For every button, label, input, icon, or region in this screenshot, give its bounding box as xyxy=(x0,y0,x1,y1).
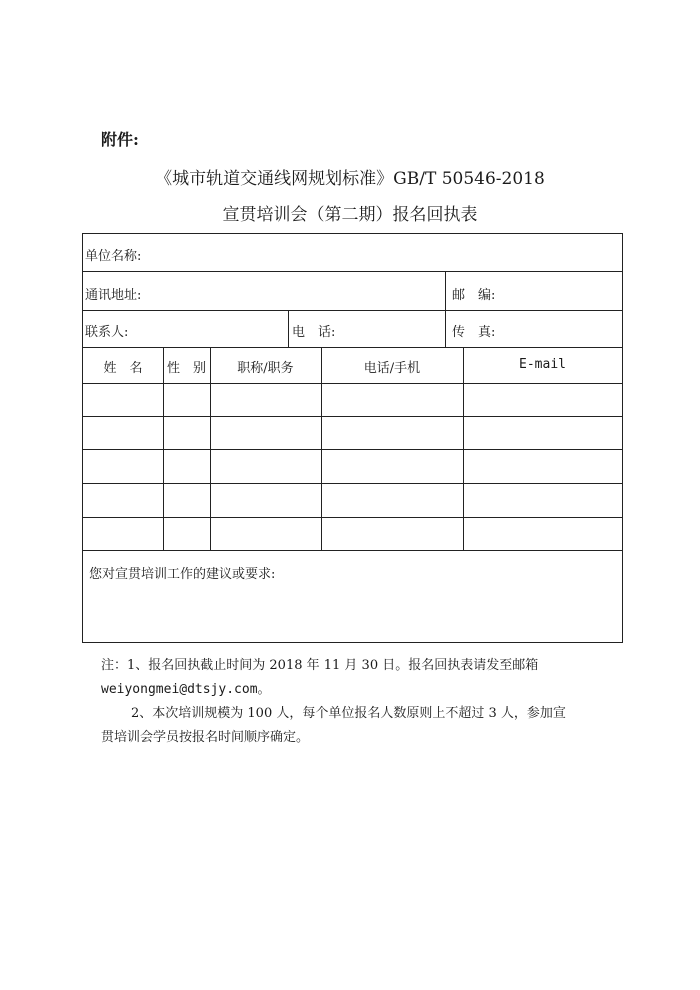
form-title-standard: 《城市轨道交通线网规划标准》GB/T 50546-2018 xyxy=(155,169,545,189)
col-divider xyxy=(288,310,289,347)
postcode-label: 邮 编: xyxy=(452,288,496,303)
registration-form-table xyxy=(82,233,623,643)
note-email: weiyongmei@dtsjy.com。 xyxy=(101,682,271,697)
phone-label: 电 话: xyxy=(292,325,336,340)
row-divider xyxy=(83,271,622,272)
col-divider xyxy=(163,347,164,550)
row-divider xyxy=(83,310,622,311)
column-header-name: 姓 名 xyxy=(103,361,143,376)
note-line-3: 贯培训会学员按报名时间顺序确定。 xyxy=(101,730,310,745)
attachment-label: 附件: xyxy=(101,130,139,149)
fax-label: 传 真: xyxy=(452,325,496,340)
address-label: 通讯地址: xyxy=(85,288,142,303)
column-header-gender: 性 别 xyxy=(166,361,206,376)
form-title: 宣贯培训会（第二期）报名回执表 xyxy=(222,205,478,225)
note-line-2: 2、本次培训规模为 100 人，每个单位报名人数原则上不超过 3 人，参加宣 xyxy=(131,706,566,721)
col-divider xyxy=(463,347,464,550)
suggestion-label: 您对宣贯培训工作的建议或要求: xyxy=(89,567,276,582)
column-header-email: E-mail xyxy=(519,357,566,372)
col-divider xyxy=(445,271,446,310)
note-line-1: 注：1、报名回执截止时间为 2018 年 11 月 30 日。报名回执表请发至邮箱 xyxy=(101,658,539,673)
col-divider xyxy=(321,347,322,550)
col-divider xyxy=(445,310,446,347)
contact-label: 联系人: xyxy=(85,325,129,340)
col-divider xyxy=(210,347,211,550)
row-divider xyxy=(83,550,622,551)
unit-name-label: 单位名称: xyxy=(85,249,142,264)
column-header-title: 职称/职务 xyxy=(237,361,294,376)
column-header-phone: 电话/手机 xyxy=(363,361,421,376)
